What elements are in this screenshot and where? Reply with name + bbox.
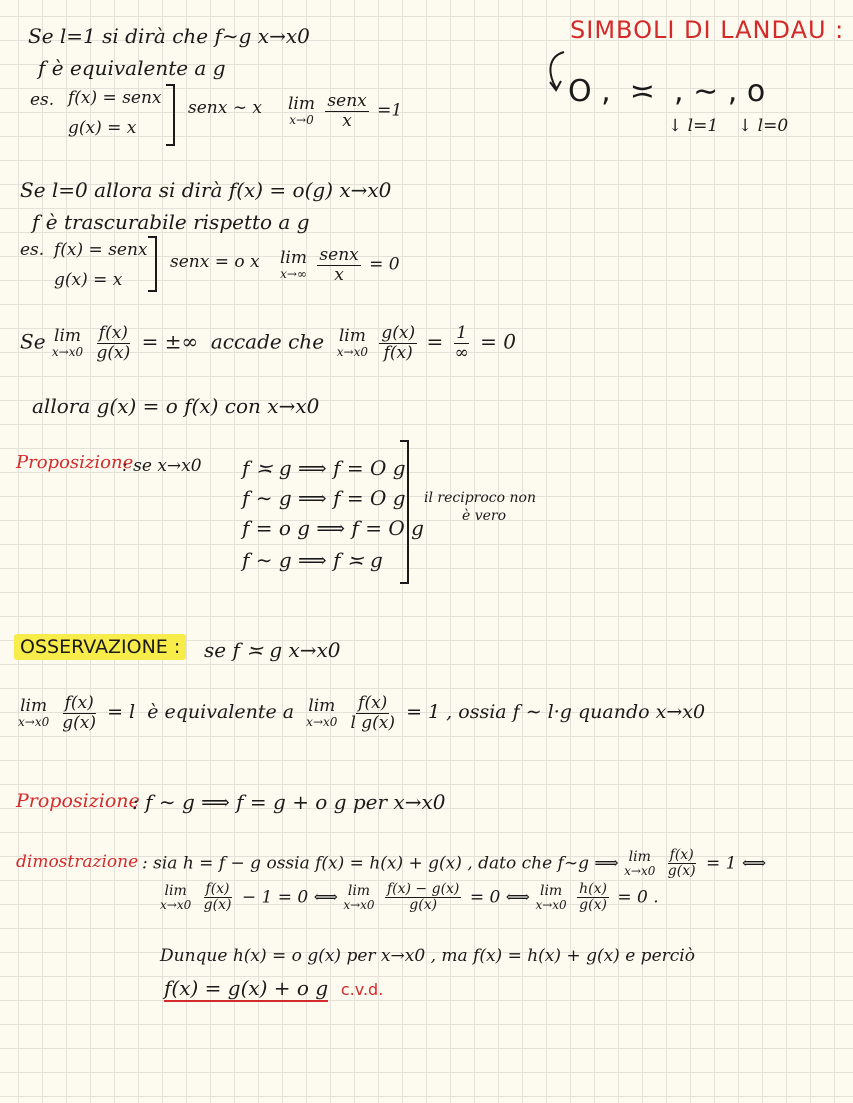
dim-line1-text: : sia h = f − g ossia f(x) = h(x) + g(x) , dato che f∼g ⟹ bbox=[142, 853, 619, 874]
lim-text: lim bbox=[164, 883, 187, 900]
block1-es: es. bbox=[30, 90, 55, 110]
oss-cond: se f ≍ g x→x0 bbox=[204, 638, 341, 662]
block1-fx: f(x) = senx bbox=[68, 88, 162, 108]
block3-line2: allora g(x) = o f(x) con x→x0 bbox=[32, 394, 320, 418]
prop1-impl-4: f ∼ g ⟹ f ≍ g bbox=[242, 548, 383, 572]
dim-final bbox=[164, 976, 383, 1000]
lim-text: lim bbox=[288, 93, 315, 114]
frac-num: f(x) bbox=[669, 847, 694, 863]
lim-sub: x→0 bbox=[289, 112, 314, 127]
frac-den: g(x) bbox=[409, 897, 438, 914]
oss-highlight: OSSERVAZIONE : bbox=[14, 634, 186, 660]
dim-line1 bbox=[142, 848, 766, 880]
block2-bracket bbox=[148, 236, 157, 292]
dim-line3: Dunque h(x) = o g(x) per x→x0 , ma f(x) = h(x) + g(x) e perciò bbox=[160, 946, 695, 966]
block2-fx: f(x) = senx bbox=[54, 240, 148, 260]
dim-line2 bbox=[160, 882, 659, 914]
block1-rel: senx ∼ x bbox=[188, 98, 262, 118]
prop2-text: : f ∼ g ⟹ f = g + o g per x→x0 bbox=[132, 790, 446, 814]
lim-sub: x→x0 bbox=[343, 897, 375, 912]
dim-result3: = 0 ⟺ bbox=[469, 887, 531, 908]
lim-text: lim bbox=[54, 325, 82, 346]
limit-result: = 0 bbox=[369, 254, 400, 275]
frac-num: h(x) bbox=[579, 881, 607, 897]
symbol-small-o: o bbox=[746, 74, 766, 109]
lim-sub: x→x0 bbox=[624, 863, 656, 878]
symbol-l1-label: ↓ l=1 bbox=[668, 116, 719, 136]
lim-text: lim bbox=[628, 849, 651, 866]
symbol-sim: ∼ bbox=[693, 74, 719, 109]
block2-es: es. bbox=[20, 240, 45, 260]
lim-text: lim bbox=[308, 695, 336, 716]
final-formula: f(x) = g(x) + o g bbox=[164, 976, 329, 1000]
block1-gx: g(x) = x bbox=[68, 118, 137, 138]
equals: = bbox=[426, 329, 444, 354]
frac-den: g(x) bbox=[96, 342, 131, 363]
block3-line1 bbox=[20, 324, 516, 362]
frac-num: f(x) bbox=[358, 693, 388, 713]
prop1-cond: : se x→x0 bbox=[122, 456, 202, 476]
equals-one: = 1 , bbox=[406, 701, 453, 724]
lim-text: lim bbox=[539, 883, 563, 900]
limit-result: = 0 bbox=[480, 329, 516, 354]
equals-l: = l bbox=[107, 701, 136, 724]
block2-limit bbox=[280, 246, 400, 284]
landau-symbols: O , ≍ , ∼ , o bbox=[568, 74, 766, 109]
symbol-asymp: ≍ bbox=[629, 74, 655, 109]
dim-result1: = 1 ⟺ bbox=[705, 853, 767, 874]
frac-den: l g(x) bbox=[350, 712, 396, 733]
oss-line bbox=[18, 694, 705, 732]
cvd-label: c.v.d. bbox=[340, 980, 384, 999]
page-title: SIMBOLI DI LANDAU : bbox=[570, 16, 845, 44]
accade-che: accade che bbox=[210, 329, 325, 354]
block2-line1: Se l=0 allora si dirà f(x) = o(g) x→x0 bbox=[20, 178, 392, 202]
equivalent-text: è equivalente a bbox=[147, 701, 295, 724]
frac-num: f(x) bbox=[98, 323, 128, 343]
frac-den: x bbox=[334, 264, 344, 285]
frac-num: f(x) − g(x) bbox=[386, 881, 460, 897]
block2-rel: senx = o x bbox=[170, 252, 260, 272]
symbol-big-o: O bbox=[568, 74, 592, 109]
prop2-label: Proposizione bbox=[16, 790, 140, 812]
prop1-impl-3: f = o g ⟹ f = O g bbox=[242, 516, 424, 540]
frac-den: x bbox=[342, 110, 352, 131]
block1-limit bbox=[288, 92, 402, 130]
prop1-note2: è vero bbox=[462, 508, 507, 524]
prop1-label: Proposizione bbox=[16, 452, 134, 473]
symbol-l0-label: ↓ l=0 bbox=[738, 116, 789, 136]
frac-den: g(x) bbox=[203, 897, 232, 914]
frac-num: senx bbox=[319, 245, 359, 265]
lim-sub: x→x0 bbox=[160, 897, 192, 912]
lim-sub: x→x0 bbox=[535, 897, 567, 912]
oss-label bbox=[14, 636, 186, 658]
dim-result4: = 0 . bbox=[617, 887, 659, 908]
prop1-bracket bbox=[400, 440, 409, 584]
frac-num: senx bbox=[327, 91, 367, 111]
frac-den: f(x) bbox=[383, 342, 413, 363]
frac-den: g(x) bbox=[579, 897, 607, 914]
frac-num: g(x) bbox=[381, 323, 416, 343]
lim-sub: x→x0 bbox=[51, 344, 84, 359]
lim-sub: x→x0 bbox=[306, 714, 338, 729]
lim-sub: x→∞ bbox=[280, 266, 307, 281]
se-word: Se bbox=[20, 329, 46, 354]
lim-sub: x→x0 bbox=[336, 344, 368, 359]
limit-result: =1 bbox=[377, 100, 403, 121]
frac-num: 1 bbox=[456, 323, 468, 343]
block1-bracket bbox=[166, 84, 175, 146]
frac-den: g(x) bbox=[667, 863, 696, 880]
lim-sub: x→x0 bbox=[18, 714, 50, 729]
prop1-impl-2: f ∼ g ⟹ f = O g bbox=[242, 486, 406, 510]
block1-line1: Se l=1 si dirà che f∼g x→x0 bbox=[28, 24, 310, 48]
frac-den: g(x) bbox=[62, 712, 97, 733]
frac-den: ∞ bbox=[454, 342, 469, 363]
prop1-impl-1: f ≍ g ⟹ f = O g bbox=[242, 456, 406, 480]
frac-num: f(x) bbox=[64, 693, 94, 713]
lim-text: lim bbox=[347, 883, 371, 900]
frac-num: f(x) bbox=[205, 881, 230, 897]
block2-line2: f è trascurabile rispetto a g bbox=[32, 210, 310, 234]
dim-result2: − 1 = 0 ⟺ bbox=[241, 887, 338, 908]
prop1-note1: il reciproco non bbox=[424, 490, 536, 506]
lim-text: lim bbox=[20, 695, 48, 716]
lim-text: lim bbox=[338, 325, 366, 346]
block2-gx: g(x) = x bbox=[54, 270, 123, 290]
block1-line2: f è equivalente a g bbox=[38, 56, 226, 80]
dim-label: dimostrazione bbox=[16, 852, 139, 872]
oss-tail: ossia f ∼ l·g quando x→x0 bbox=[458, 701, 706, 724]
lim-text: lim bbox=[280, 247, 307, 268]
limit-result: = ±∞ bbox=[141, 329, 199, 354]
